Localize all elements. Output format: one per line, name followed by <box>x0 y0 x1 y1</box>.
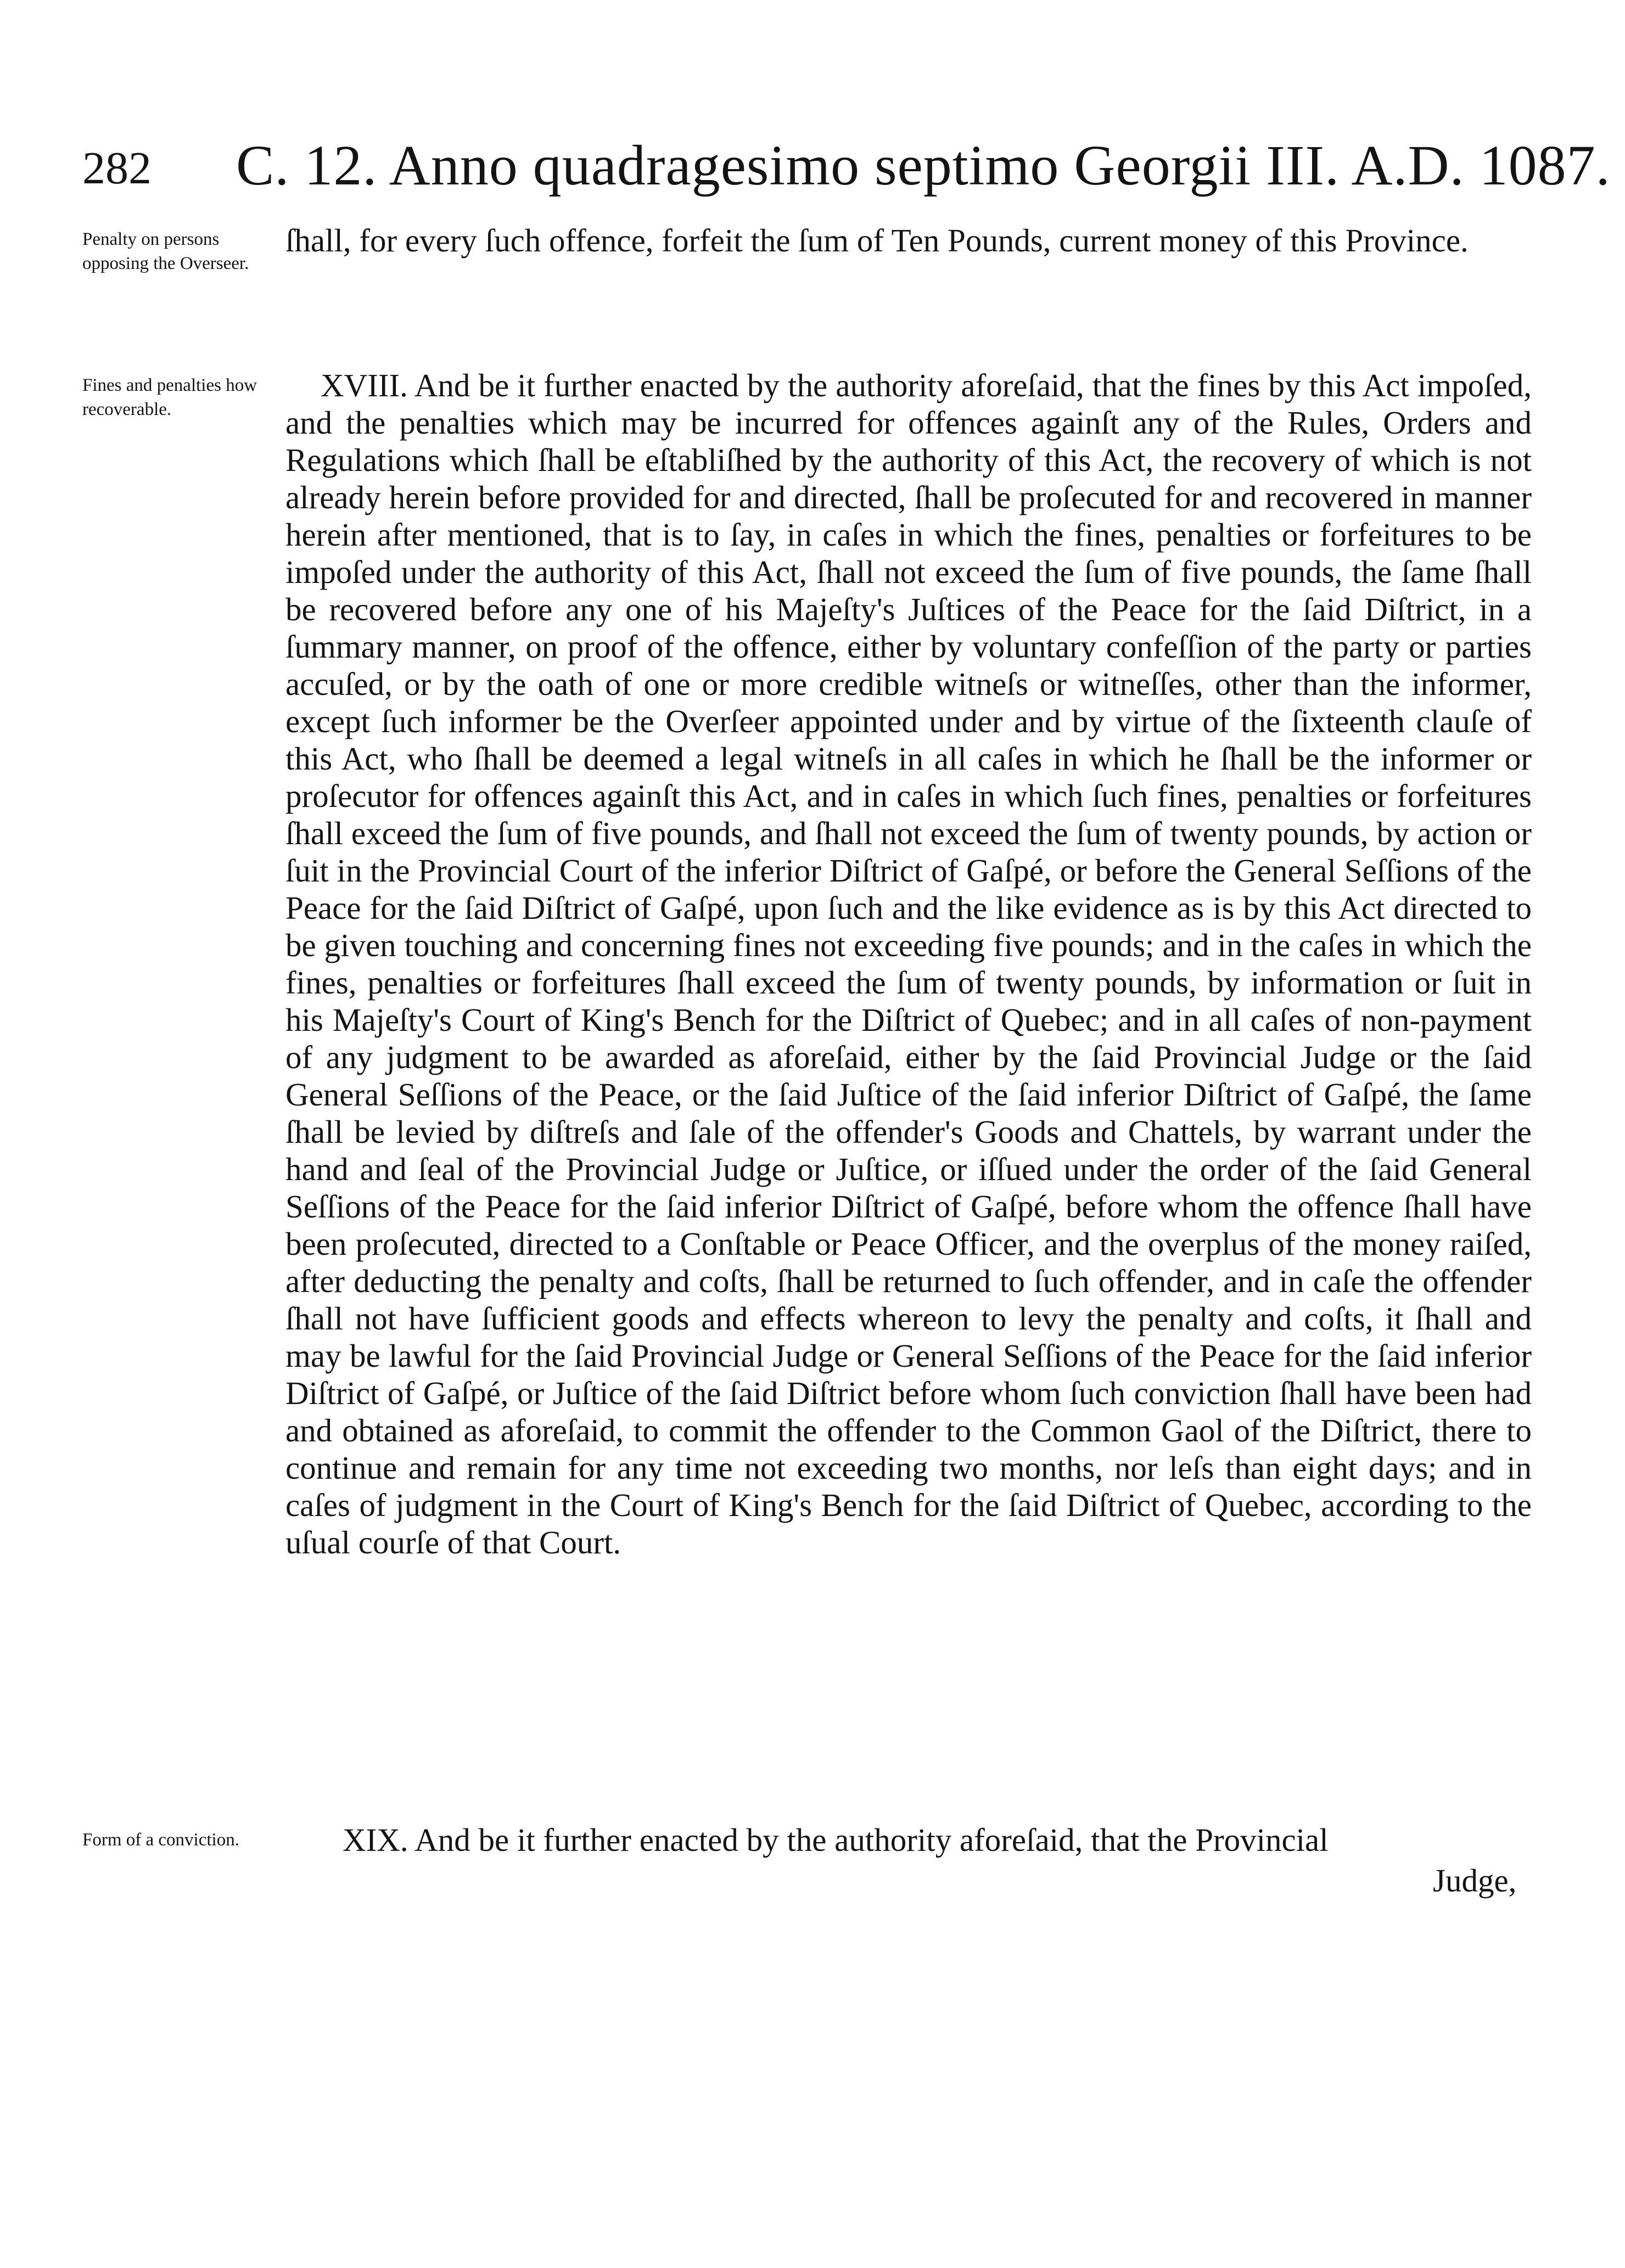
paragraph-penalty: ſhall, for every ſuch offence, forfeit the ſum of Ten Pounds, current money of this Province. <box>285 222 1469 259</box>
running-title: C. 12. Anno quadragesimo septimo Georgii III. A.D. 1087. <box>236 134 1611 197</box>
margin-note-fines: Fines and penalties how recoverable. <box>82 375 257 419</box>
margin-note-penalty: Penalty on persons opposing the Overseer. <box>82 229 249 273</box>
page-number: 282 <box>82 143 152 194</box>
margin-note-conviction: Form of a conviction. <box>82 1830 239 1850</box>
paragraph-section-xviii: XVIII. And be it further enacted by the authority aforeſaid, that the fines by this Act impoſed, and the penalties which may be incurred for offences againſt any of the Rules, Orders and Regulations which ſhall be eſtabliſhed by the authority of this Act, the recovery of which is not already herein before provided for and directed, ſhall be proſecuted for and recovered in manner herein after mentioned, that is to ſay, in caſes in which the fines, penalties or forfeitures to be impoſed under the authority of this Act, ſhall not exceed the ſum of five pounds, the ſame ſhall be recovered before any one of his Majeſty's Juſtices of the Peace for the ſaid Diſtrict, in a ſummary manner, on proof of the offence, either by voluntary confeſſion of the party or parties accuſed, or by the oath of one or more credible witneſs or witneſſes, other than the informer, except ſuch informer be the Overſeer appointed under and by virtue of the ſixteenth clauſe of this Act, who ſhall be deemed a legal witneſs in all caſes in which he ſhall be the informer or proſecutor for offences againſt this Act, and in caſes in which ſuch fines, penalties or forfeitures ſhall exceed the ſum of five pounds, and ſhall not exceed the ſum of twenty pounds, by action or ſuit in the Provincial Court of the inferior Diſtrict of Gaſpé, or before the General Seſſions of the Peace for the ſaid Diſtrict of Gaſpé, upon ſuch and the like evidence as is by this Act directed to be given touching and concerning fines not exceeding five pounds; and in the caſes in which the fines, penalties or forfeitures ſhall exceed the ſum of twenty pounds, by information or ſuit in his Majeſty's Court of King's Bench for the Diſtrict of Quebec; and in all caſes of non-payment of any judgment to be awarded as aforeſaid, either by the ſaid Provincial Judge or the ſaid General Seſſions of the Peace, or the ſaid Juſtice of the ſaid inferior Diſtrict of Gaſpé, the ſame ſhall be levied by diſtreſs and ſale of the offender's Goods and Chattels, by warrant under the hand and ſeal of the Provincial Judge or Juſtice, or iſſued under the order of the ſaid General Seſſions of the Peace for the ſaid inferior Diſtrict of Gaſpé, before whom the offence ſhall have been proſecuted, directed to a Conſtable or Peace Officer, and the overplus of the money raiſed, after deducting the penalty and coſts, ſhall be returned to ſuch offender, and in caſe the offender ſhall not have ſufficient goods and effects whereon to levy the penalty and coſts, it ſhall and may be lawful for the ſaid Provincial Judge or General Seſſions of the Peace for the ſaid inferior Diſtrict of Gaſpé, or Juſtice of the ſaid Diſtrict before whom ſuch conviction ſhall have been had and obtained as aforeſaid, to commit the offender to the Common Gaol of the Diſtrict, there to continue and remain for any time not exceeding two months, nor leſs than eight days; and in caſes of judgment in the Court of King's Bench for the ſaid Diſtrict of Quebec, according to the uſual courſe of that Court. <box>285 367 1532 1560</box>
page-header <box>82 127 1611 210</box>
catchword: Judge, <box>1433 1862 1517 1899</box>
paragraph-section-xix: XIX. And be it further enacted by the authority aforeſaid, that the Provincial <box>343 1822 1329 1858</box>
